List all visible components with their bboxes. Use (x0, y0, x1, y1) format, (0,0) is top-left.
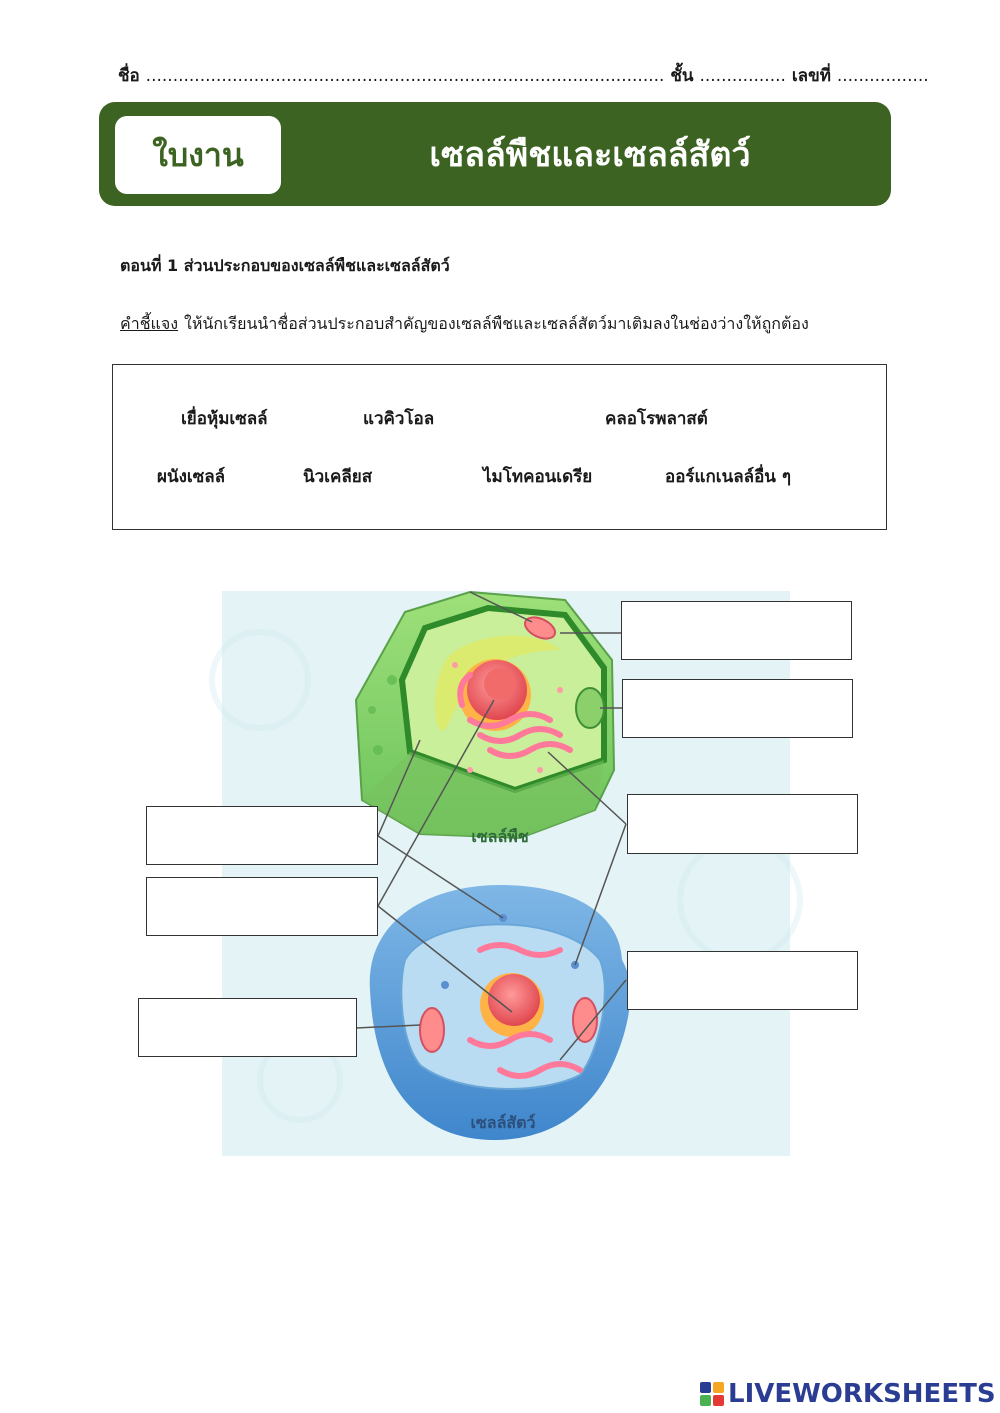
worksheet-tag-label: ใบงาน (152, 135, 244, 174)
liveworksheets-brand: LIVEWORKSHEETS (728, 1379, 996, 1409)
class-label: ชั้น (670, 66, 694, 86)
answer-box-4[interactable] (627, 794, 858, 854)
name-label: ชื่อ (118, 66, 140, 86)
word-bank-item: เยื่อหุ้มเซลล์ (181, 409, 268, 429)
plant-cell-label: เซลล์พืช (471, 827, 529, 846)
worksheet-title-text: เซลล์พืชและเซลล์สัตว์ (429, 135, 751, 175)
class-blank: ................ (699, 66, 786, 86)
answer-box-7[interactable] (138, 998, 357, 1057)
word-bank-item: ออร์แกเนลล์อื่น ๆ (665, 467, 791, 487)
answer-box-3[interactable] (146, 806, 378, 865)
name-blank: ................................................................................................ (145, 66, 665, 86)
word-bank-item: ไมโทคอนเดรีย (483, 467, 593, 487)
animal-cell (370, 885, 630, 1140)
liveworksheets-logo (700, 1378, 996, 1410)
word-bank-item: นิวเคลียส (303, 467, 373, 487)
number-label: เลขที่ (791, 66, 831, 86)
instruction-label: คำชี้แจง (120, 314, 179, 333)
answer-box-5[interactable] (146, 877, 378, 936)
number-blank: ................. (836, 66, 929, 86)
liveworksheets-mark-icon (700, 1382, 724, 1406)
word-bank-item: ผนังเซลล์ (157, 467, 226, 487)
instruction-text: ให้นักเรียนนำชื่อส่วนประกอบสำคัญของเซลล์พืชและเซลล์สัตว์มาเติมลงในช่องว่างให้ถูกต้อง (184, 314, 809, 333)
plant-cell (356, 592, 614, 846)
word-bank-item: คลอโรพลาสต์ (605, 409, 708, 429)
answer-box-1[interactable] (621, 601, 852, 660)
answer-box-6[interactable] (627, 951, 858, 1010)
answer-box-2[interactable] (622, 679, 853, 738)
animal-cell-label: เซลล์สัตว์ (470, 1113, 536, 1132)
section-title: ตอนที่ 1 ส่วนประกอบของเซลล์พืชและเซลล์สัตว์ (120, 256, 450, 275)
word-bank-item: แวคิวโอล (363, 409, 435, 429)
